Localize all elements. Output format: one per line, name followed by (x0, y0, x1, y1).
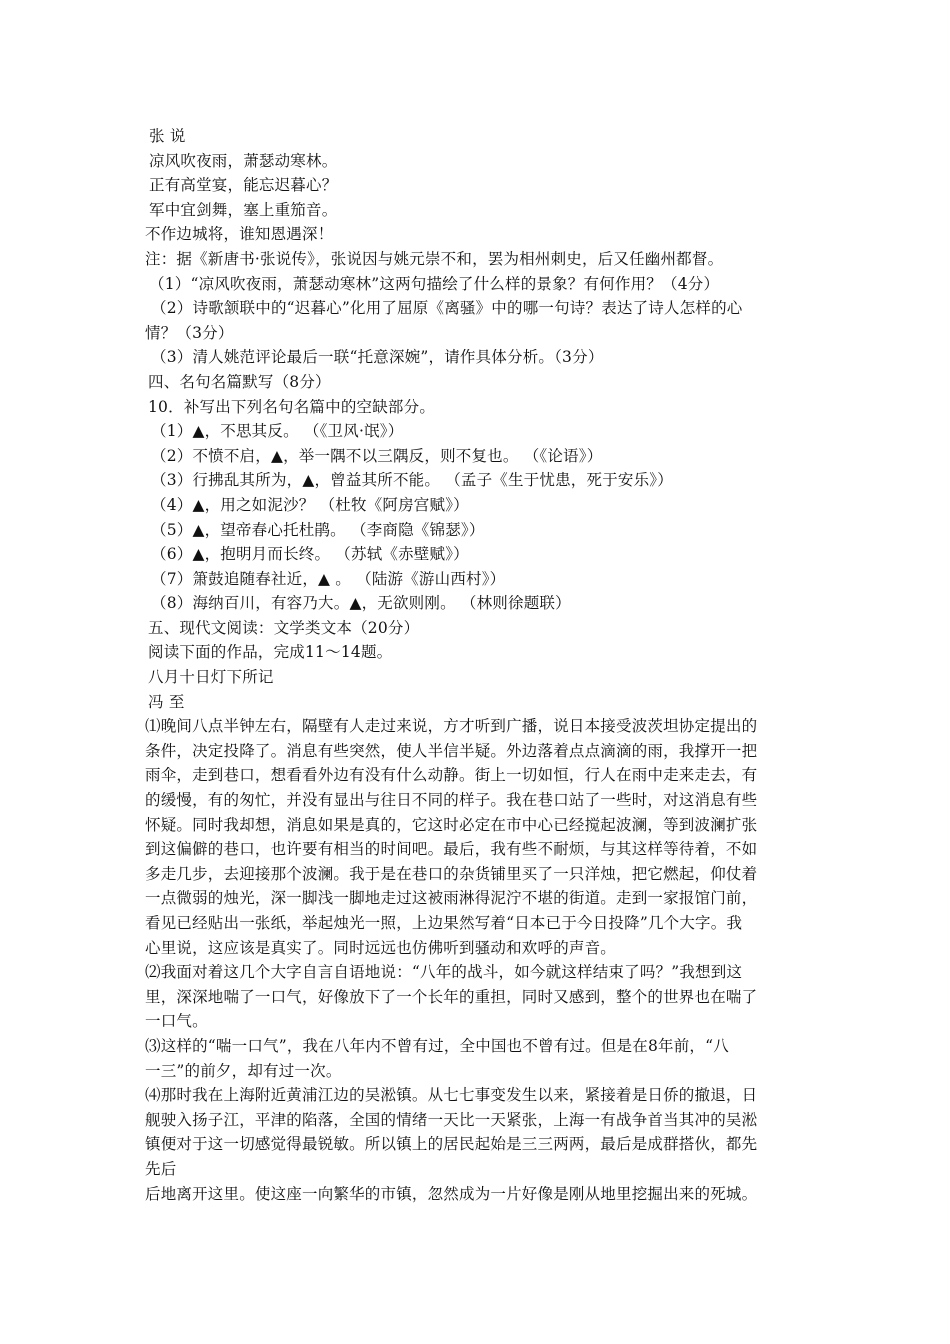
poem-line-3: 军中宜剑舞，塞上重笳音。 (149, 200, 338, 219)
paragraph-line: 镇便对于这一切感觉得最锐敏。所以镇上的居民起始是三三两两，最后是成群搭伙，都先 (145, 1135, 758, 1154)
paragraph-line: 一点微弱的烛光，深一脚浅一脚地走过这被雨淋得泥泞不堪的街道。走到一家报馆门前， (145, 889, 758, 908)
poem-author: 张 说 (149, 127, 186, 145)
paragraph-line: 条件，决定投降了。消息有些突然，使人半信半疑。外边落着点点滴滴的雨，我撑开一把 (145, 741, 758, 760)
paragraph-line: 多走几步，去迎接那个波澜。我于是在巷口的杂货铺里买了一只洋烛，把它燃起，仰仗着 (145, 864, 758, 883)
paragraph-line: 雨伞，走到巷口，想看看外边有没有什么动静。街上一切如恒，行人在雨中走来走去，有 (145, 766, 758, 785)
question-10: 10．补写出下列名句名篇中的空缺部分。 (148, 397, 436, 416)
section-heading-4: 四、名句名篇默写（8分） (148, 372, 331, 391)
article-title: 八月十日灯下所记 (148, 668, 274, 687)
fill-item-2: （2）不愤不启，▲，举一隅不以三隅反，则不复也。 （《论语》） (151, 446, 603, 465)
paragraph-line: 一三”的前夕，却有过一次。 (145, 1061, 342, 1080)
paragraph-line: 的缓慢，有的匆忙，并没有显出与往日不同的样子。我在巷口站了一些时，对这消息有些 (145, 791, 758, 810)
question-2: （2）诗歌颔联中的“迟暮心”化用了屈原《离骚》中的哪一句诗？表达了诗人怎样的心 (151, 299, 743, 318)
fill-item-6: （6）▲，抱明月而长终。 （苏轼《赤壁赋》） (151, 545, 469, 564)
paragraph-line: ⑴晚间八点半钟左右，隔壁有人走过来说，方才听到广播，说日本接受波茨坦协定提出的 (145, 717, 758, 736)
reading-instruction: 阅读下面的作品，完成11～14题。 (148, 643, 393, 662)
poem-line-2: 正有高堂宴，能忘迟暮心？ (149, 176, 338, 195)
paragraph-line: 看见已经贴出一张纸，举起烛光一照，上边果然写着“日本已于今日投降”几个大字。我 (145, 914, 743, 932)
paragraph-line: 里，深深地喘了一口气，好像放下了一个长年的重担，同时又感到，整个的世界也在喘了 (145, 987, 758, 1006)
poem-line-4: 不作边城将，谁知恩遇深！ (145, 225, 334, 244)
question-1: （1）“凉风吹夜雨，萧瑟动寒林”这两句描绘了什么样的景象？有何作用？（4分） (149, 274, 720, 293)
paragraph-line: 先后 (145, 1159, 177, 1178)
paragraph-line: ⑷那时我在上海附近黄浦江边的吴淞镇。从七七事变发生以来，紧接着是日侨的撤退，日 (145, 1086, 758, 1105)
article-author: 冯 至 (148, 692, 185, 711)
paragraph-line: 一口气。 (145, 1012, 208, 1031)
fill-item-3: （3）行拂乱其所为，▲，曾益其所不能。 （孟子《生于忧患，死于安乐》） (151, 471, 673, 490)
poem-line-1: 凉风吹夜雨，萧瑟动寒林。 (149, 151, 338, 170)
document-page (145, 124, 813, 1206)
fill-item-1: （1）▲，不思其反。 （《卫风·氓》） (151, 422, 404, 441)
paragraph-line: ⑶这样的“喘一口气”，我在八年内不曾有过，全中国也不曾有过。但是在8年前，“八 (145, 1036, 729, 1055)
section-heading-5: 五、现代文阅读：文学类文本（20分） (148, 618, 420, 637)
question-2-cont: 情？（3分） (145, 323, 234, 342)
paragraph-line: 怀疑。同时我却想，消息如果是真的，它这时必定在市中心已经搅起波澜，等到波澜扩张 (145, 815, 758, 834)
fill-item-5: （5）▲，望帝春心托杜鹃。 （李商隐《锦瑟》） (151, 520, 485, 539)
question-3: （3）清人姚范评论最后一联“托意深婉”，请作具体分析。（3分） (151, 348, 604, 367)
poem-note: 注：据《新唐书·张说传》，张说因与姚元崇不和，罢为相州刺史，后又任幽州都督。 (145, 249, 724, 268)
paragraph-line: 到这偏僻的巷口，也许要有相当的时间吧。最后，我有些不耐烦，与其这样等待着，不如 (145, 840, 758, 859)
paragraph-line: 心里说，这应该是真实了。同时远远也仿佛听到骚动和欢呼的声音。 (145, 938, 617, 957)
fill-item-4: （4）▲，用之如泥沙？ （杜牧《阿房宫赋》） (151, 495, 469, 514)
paragraph-line: 舰驶入扬子江，平津的陷落，全国的情绪一天比一天紧张，上海一有战争首当其冲的吴淞 (145, 1110, 758, 1129)
paragraph-line: ⑵我面对着这几个大字自言自语地说：“八年的战斗，如今就这样结束了吗？”我想到这 (145, 963, 743, 982)
fill-item-8: （8）海纳百川，有容乃大。▲，无欲则刚。 （林则徐题联） (151, 594, 571, 613)
paragraph-line: 后地离开这里。使这座一向繁华的市镇，忽然成为一片好像是刚从地里挖掘出来的死城。 (145, 1184, 758, 1203)
fill-item-7: （7）箫鼓追随春社近，▲ 。 （陆游《游山西村》） (151, 569, 506, 588)
